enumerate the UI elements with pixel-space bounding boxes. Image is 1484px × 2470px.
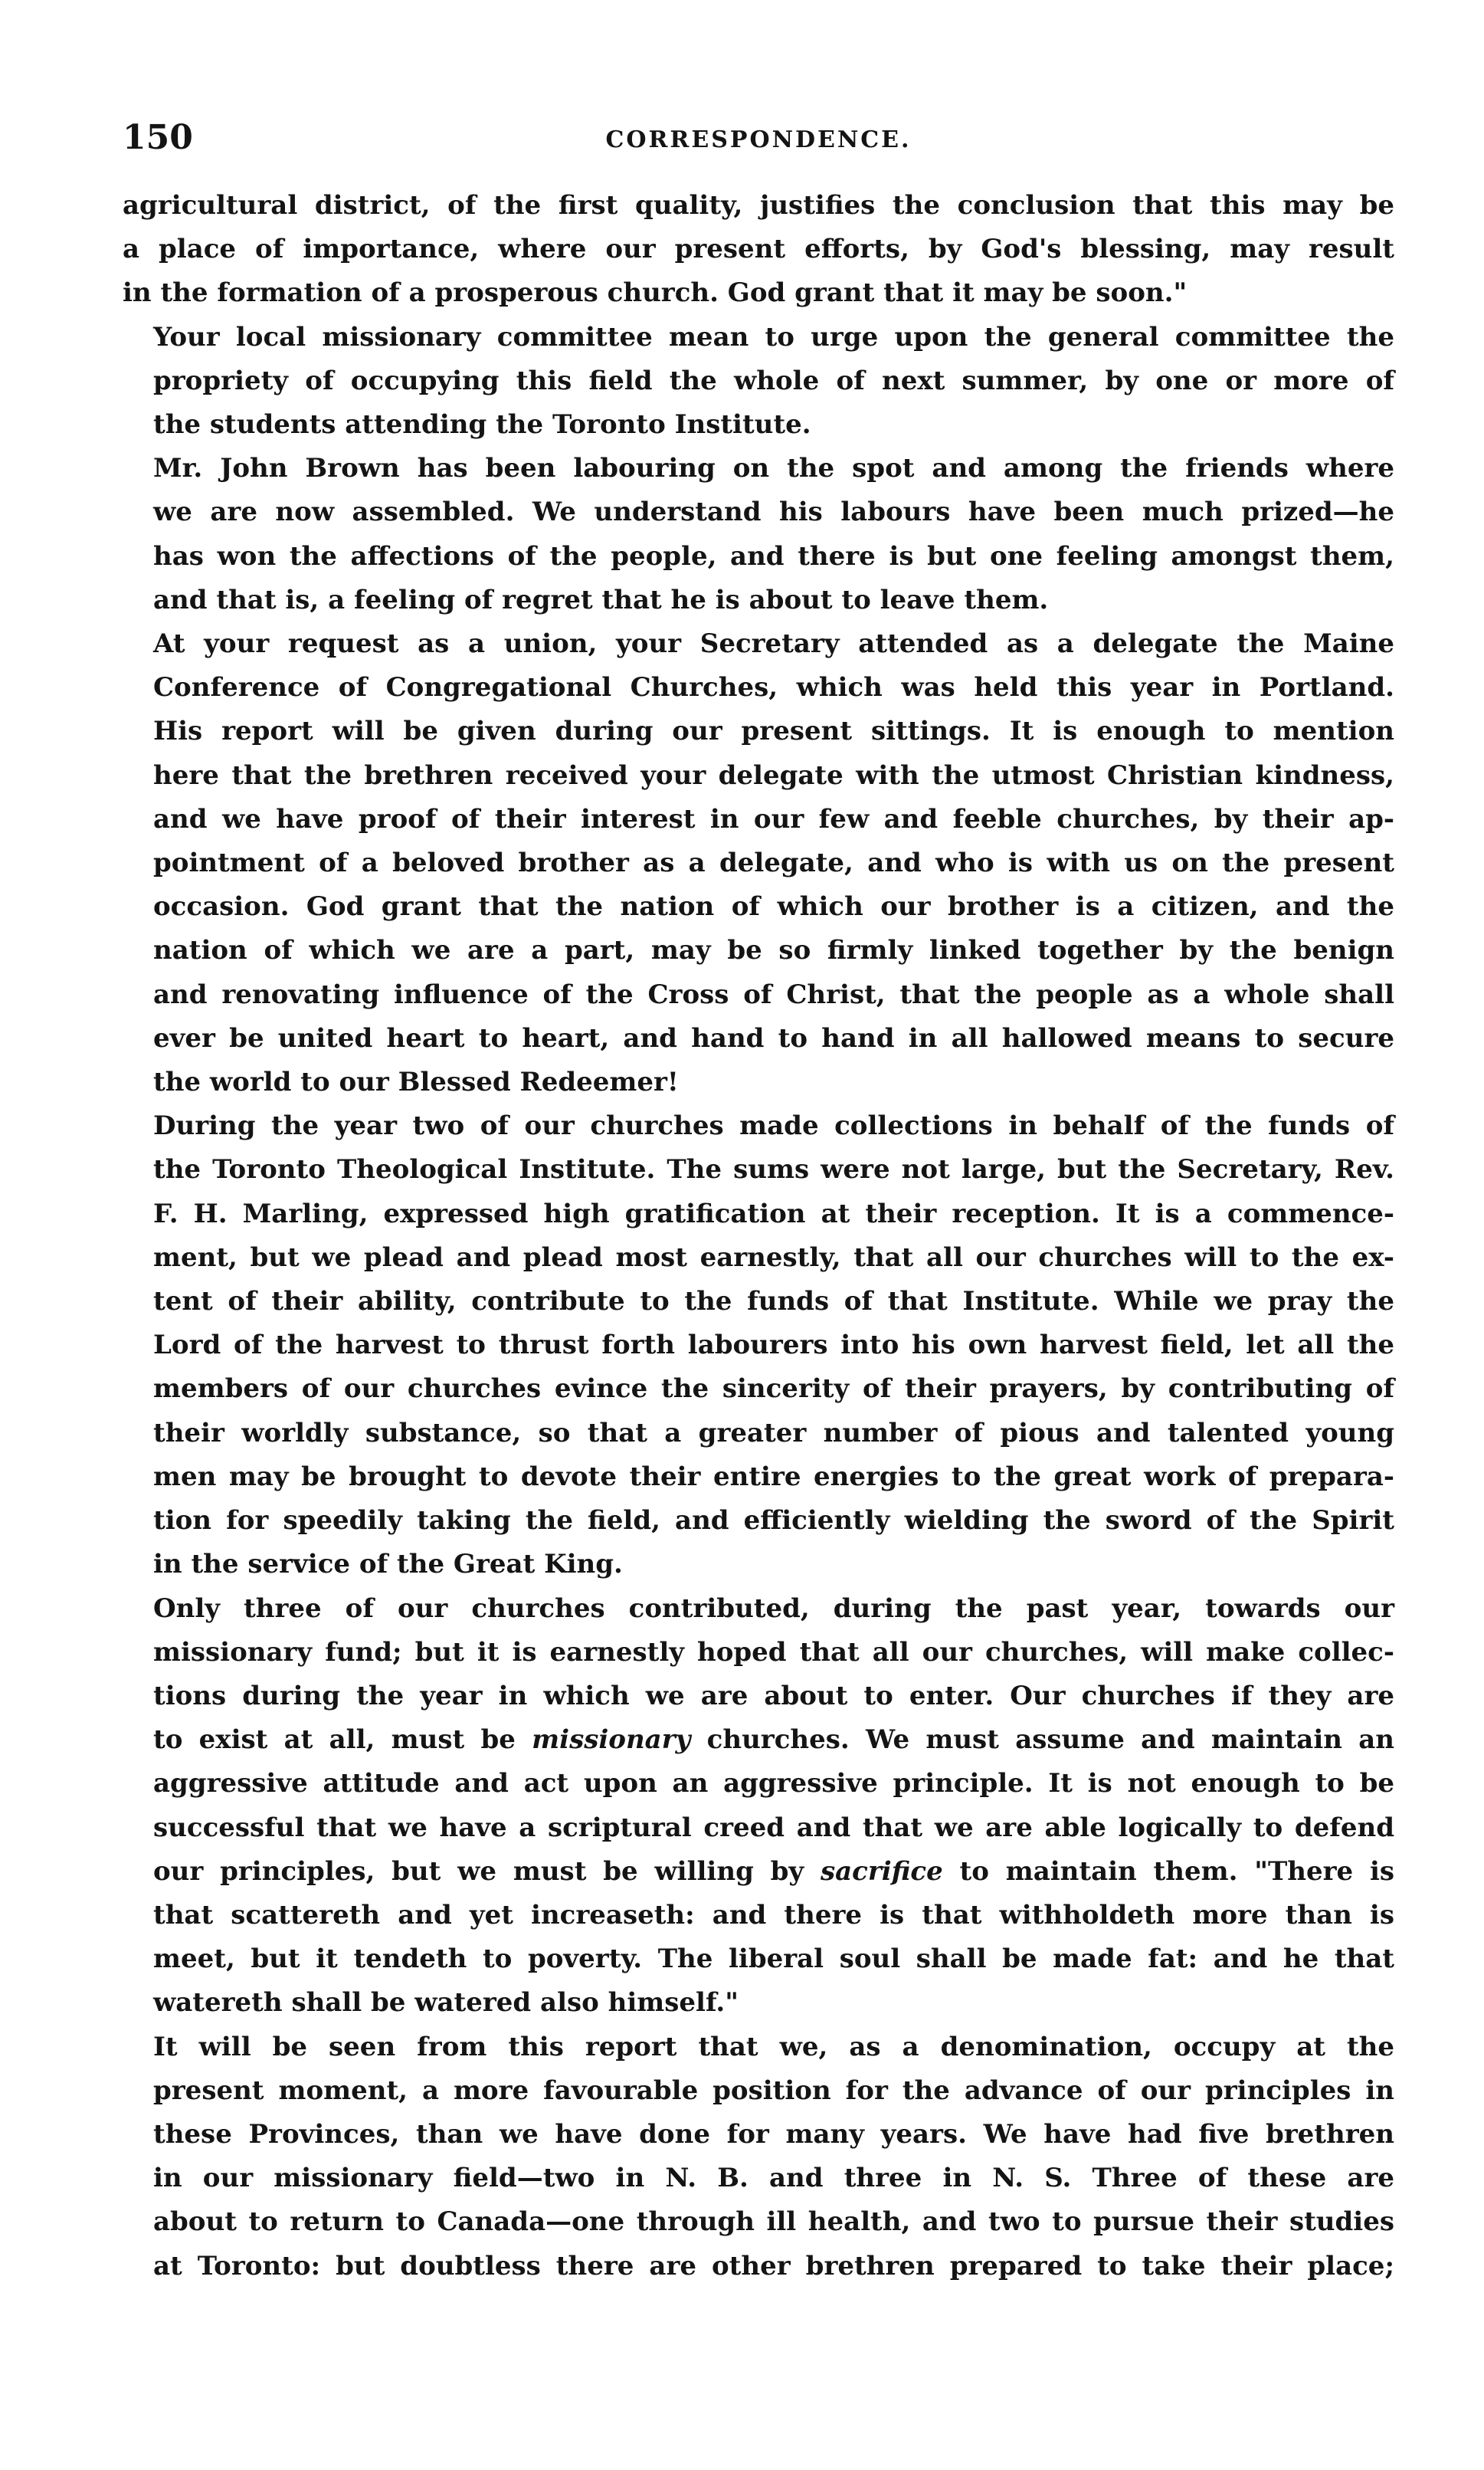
text-line: in the formation of a prosperous church. God grant that it may be soon." — [123, 277, 1188, 309]
paragraph-3 — [123, 447, 1394, 622]
text-line: successful that we have a scriptural creed and that we are able logically to defend — [153, 1812, 1394, 1843]
text-line: pointment of a beloved brother as a delegate, and who is with us on the present — [153, 848, 1394, 879]
text-line: the students attending the Toronto Institute. — [153, 409, 811, 441]
text-line: and that is, a feeling of regret that he is about to leave them. — [153, 584, 1049, 615]
text-line: It will be seen from this report that we, as a denomination, occupy at the — [153, 2031, 1394, 2062]
text-line: missionary fund; but it is earnestly hoped that all our churches, will make collec- — [153, 1636, 1394, 1668]
paragraph-4 — [123, 622, 1394, 1104]
text-line: F. H. Marling, expressed high gratification at their reception. It is a commence- — [153, 1198, 1394, 1229]
text-line: present moment, a more favourable position for the advance of our principles in — [153, 2075, 1394, 2106]
document-page — [123, 115, 1394, 2288]
text-line: a place of importance, where our present efforts, by God's blessing, may result — [123, 234, 1394, 265]
paragraph-1 — [123, 184, 1394, 316]
text-line: at Toronto: but doubtless there are other brethren prepared to take their place; — [153, 2250, 1394, 2281]
text-line: to exist at all, must be missionary churches. We must assume and maintain an — [153, 1724, 1394, 1756]
text-line: and we have proof of their interest in our few and feeble churches, by their ap- — [153, 803, 1394, 835]
text-line: their worldly substance, so that a greater number of pious and talented young — [153, 1417, 1394, 1448]
text-line: meet, but it tendeth to poverty. The liberal soul shall be made fat: and he that — [153, 1944, 1394, 1975]
text-line: agricultural district, of the first quality, justifies the conclusion that this may be — [123, 190, 1394, 221]
text-line: the world to our Blessed Redeemer! — [153, 1067, 679, 1098]
page-header — [123, 115, 1394, 176]
paragraph-6 — [123, 1587, 1394, 2026]
running-head: CORRESPONDENCE. — [605, 126, 912, 153]
text-line: tion for speedily taking the field, and efficiently wielding the sword of the Spirit — [153, 1505, 1394, 1537]
text-line: ever be united heart to heart, and hand to hand in all hallowed means to secure — [153, 1022, 1394, 1054]
text-line: has won the affections of the people, and there is but one feeling amongst them, — [153, 540, 1394, 572]
text-line: these Provinces, than we have done for many years. We have had five brethren — [153, 2118, 1394, 2150]
text-line: occasion. God grant that the nation of which our brother is a citizen, and the — [153, 891, 1394, 923]
paragraph-5 — [123, 1104, 1394, 1586]
text-line: Lord of the harvest to thrust forth labourers into his own harvest field, let all the — [153, 1330, 1394, 1361]
text-line: our principles, but we must be willing by sacrifice to maintain them. "There is — [153, 1855, 1394, 1887]
text-line: that scattereth and yet increaseth: and there is that withholdeth more than is — [153, 1899, 1394, 1930]
text-line: watereth shall be watered also himself." — [153, 1987, 739, 2019]
body-text — [123, 184, 1394, 2288]
text-line: the Toronto Theological Institute. The sums were not large, but the Secretary, Rev. — [153, 1154, 1394, 1186]
text-line: in our missionary field—two in N. B. and three in N. S. Three of these are — [153, 2163, 1394, 2194]
text-line: propriety of occupying this field the whole of next summer, by one or more of — [153, 365, 1394, 396]
emphasis: sacrifice — [820, 1855, 943, 1887]
paragraph-2 — [123, 316, 1394, 448]
text-line: tions during the year in which we are about to enter. Our churches if they are — [153, 1680, 1394, 1711]
text-line: in the service of the Great King. — [153, 1549, 623, 1580]
paragraph-7 — [123, 2026, 1394, 2288]
text-line: At your request as a union, your Secretary attended as a delegate the Maine — [153, 628, 1394, 660]
text-line: During the year two of our churches made collections in behalf of the funds of — [153, 1110, 1394, 1142]
text-line: Your local missionary committee mean to urge upon the general committee the — [153, 321, 1394, 353]
text-line: members of our churches evince the sincerity of their prayers, by contributing of — [153, 1373, 1394, 1405]
text-line: aggressive attitude and act upon an aggressive principle. It is not enough to be — [153, 1768, 1394, 1799]
text-line: ment, but we plead and plead most earnestly, that all our churches will to the ex- — [153, 1242, 1394, 1273]
text-line: here that the brethren received your delegate with the utmost Christian kindness, — [153, 759, 1394, 791]
text-line: tent of their ability, contribute to the funds of that Institute. While we pray the — [153, 1286, 1394, 1317]
emphasis: missionary — [532, 1724, 691, 1756]
text-line: and renovating influence of the Cross of Christ, that the people as a whole shall — [153, 979, 1394, 1010]
page-number: 150 — [123, 118, 193, 157]
text-line: Conference of Congregational Churches, which was held this year in Portland. — [153, 672, 1394, 704]
text-line: Only three of our churches contributed, during the past year, towards our — [153, 1593, 1394, 1624]
text-line: Mr. John Brown has been labouring on the spot and among the friends where — [153, 453, 1394, 484]
text-line: we are now assembled. We understand his labours have been much prized—he — [153, 497, 1394, 528]
text-line: men may be brought to devote their entire energies to the great work of prepara- — [153, 1461, 1394, 1492]
text-line: about to return to Canada—one through ill health, and two to pursue their studies — [153, 2206, 1394, 2238]
text-line: nation of which we are a part, may be so firmly linked together by the benign — [153, 935, 1394, 966]
text-line: His report will be given during our present sittings. It is enough to mention — [153, 716, 1394, 747]
